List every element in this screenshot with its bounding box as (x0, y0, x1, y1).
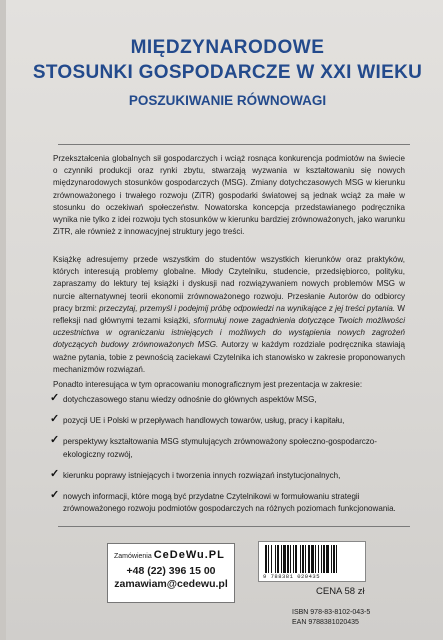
list-item (50, 415, 410, 427)
price: CENA 58 zł (316, 586, 365, 597)
list-item-text: perspektywy kształtowania MSG stymulujących zrównoważony społeczno-gospodarczo-ekologiczny rozwój, (63, 437, 377, 459)
list-intro-text: Ponadto interesująca w tym opracowaniu monograficznym jest prezentacja w zakresie: (53, 380, 363, 389)
check-icon: ✓ (50, 392, 60, 404)
subtitle: POSZUKIWANIE RÓWNOWAGI (128, 93, 327, 108)
check-icon: ✓ (50, 413, 60, 426)
order-info-box (107, 543, 235, 603)
list-item (50, 394, 410, 406)
list-item (50, 491, 410, 515)
isbn-block (292, 608, 370, 628)
ean: EAN 9788381020435 (292, 619, 359, 626)
publisher-logo: CeDeWu.PL (153, 549, 225, 561)
check-icon: ✓ (50, 434, 60, 447)
paragraph-2-part-3: Autorzy w każdym rozdziale podręcznika stawiają ważne pytania, tobie z pewnością zaciekawi Czytelnika ich stanowisko w zakresie proponowanych mechanizmów rozwiązań. (53, 340, 405, 374)
paragraph-1 (53, 153, 405, 238)
list-item (50, 436, 410, 460)
list-intro (53, 379, 405, 391)
paragraph-2-italic-1: przeczytaj, przemyśl i podejmij próbę odpowiedzi na wynikające z jej treści pytania. (99, 303, 396, 313)
paragraph-2-part-1: Książkę adresujemy przede wszystkim do studentów wszystkich kierunków oraz praktyków, których interesują problemy globalne. Młody Czytelniku, studencie, przedsiębiorco, polityku, zapraszamy do lektury tej książki i dyskusji nad rozwiązywaniem nowych problemów MSG w nurcie alternatywnej teorii ekonomii zrównoważonego rozwoju. Przesłanie Autorów do odbiorcy pracy brzmi: (53, 255, 405, 313)
title-line-2: STOSUNKI GOSPODARCZE W XXI WIEKU (32, 62, 423, 83)
check-icon: ✓ (50, 489, 60, 502)
paragraph-2-italic-2: sformułuj nowe zagadnienia dotyczące Twoich możliwości uczestnictwa w ograniczaniu istniejących i możliwych do wystąpienia nowych zagrożeń dotyczących budowy zrównoważonych MSG. (53, 316, 405, 350)
paragraph-1-text: Przekształcenia globalnych sił gospodarczych i wciąż rosnąca konkurencja podmiotów na świecie o czynniki produkcji oraz rynki zbytu, stwarzają wyzwania w kształtowaniu się nowych międzynarodowych stosunków gospodarczych (MSG). Zmiany dotychczasowych MSG w kierunku zrównoważonego i trwałego rozwoju (ZiTR) gospodarki światowej są jednak wciąż za małe w stosunku do oczekiwań społeczeństw. Nowatorska koncepcja przedstawianego podręcznika wynika nie tylko z idei rozwoju tych stosunków w kierunku bardziej zrównoważonych, jako warunku ZiTR, ale również z innowacyjnej struktury jego treści. (53, 154, 405, 237)
barcode-digits: 9 788381 020435 (263, 573, 321, 580)
feature-list (50, 394, 410, 524)
list-item (50, 467, 410, 482)
barcode (258, 541, 366, 582)
paragraph-2-part-2: W refleksji nad głównymi tezami książki, (53, 303, 405, 326)
book-title (6, 36, 443, 110)
order-phone: +48 (22) 396 15 00 (126, 565, 216, 577)
divider-bottom (58, 526, 410, 527)
list-item-text: dotychczasowego stanu wiedzy odnośnie do głównych aspektów MSG, (63, 395, 317, 404)
order-email: zamawiam@cedewu.pl (114, 578, 228, 590)
title-line-1: MIĘDZYNARODOWE (130, 37, 325, 58)
barcode-icon (265, 545, 361, 573)
list-item-text: kierunku poprawy istniejących i tworzenia innych rozwiązań instytucjonalnych, (63, 470, 341, 480)
check-icon: ✓ (50, 467, 60, 480)
list-item-text: nowych informacji, które mogą być przydatne Czytelnikowi w formułowaniu strategii zrównoważonego rozwoju podmiotów gospodarczych na różnych poziomach funkcjonowania. (63, 492, 396, 514)
divider-top (58, 144, 410, 145)
paragraph-2 (53, 254, 405, 376)
list-item-text: pozycji UE i Polski w przepływach handlowych towarów, usług, pracy i kapitału, (63, 416, 345, 426)
isbn: ISBN 978-83-8102-043-5 (292, 609, 371, 616)
order-label: Zamówienia (114, 553, 152, 560)
